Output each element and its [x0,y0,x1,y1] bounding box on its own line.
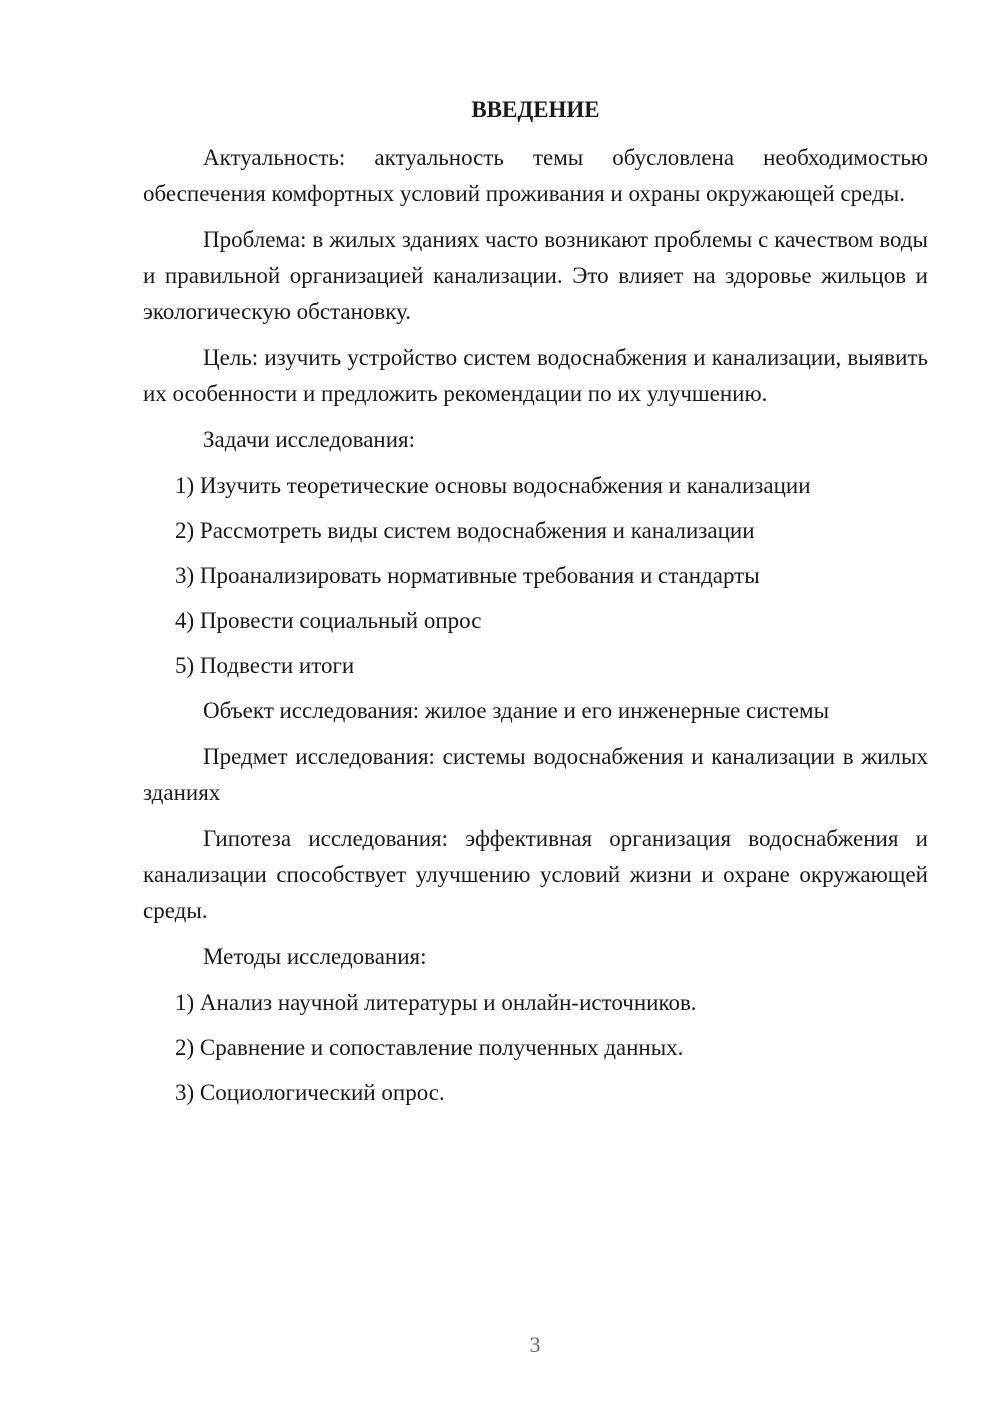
task-item: 2) Рассмотреть виды систем водоснабжения и канализации [175,518,755,543]
page-content [143,92,928,1120]
task-item: 3) Проанализировать нормативные требования и стандарты [175,563,760,588]
page-number: 3 [529,1332,541,1357]
task-item: 4) Провести социальный опрос [175,608,482,633]
section-title: ВВЕДЕНИЕ [471,97,600,122]
relevance-paragraph: Актуальность: актуальность темы обусловлена необходимостью обеспечения комфортных условий проживания и охраны окружающей среды. [143,145,928,206]
method-item: 1) Анализ научной литературы и онлайн-источников. [175,990,697,1015]
method-item: 2) Сравнение и сопоставление полученных данных. [175,1035,684,1060]
problem-paragraph: Проблема: в жилых зданиях часто возникают проблемы с качеством воды и правильной организацией канализации. Это влияет на здоровье жильцов и экологическую обстановку. [143,227,928,324]
task-item: 5) Подвести итоги [175,653,355,678]
goal-paragraph: Цель: изучить устройство систем водоснабжения и канализации, выявить их особенности и предложить рекомендации по их улучшению. [143,345,928,406]
methods-list [143,985,928,1111]
subject-paragraph: Предмет исследования: системы водоснабжения и канализации в жилых зданиях [143,744,928,805]
hypothesis-paragraph: Гипотеза исследования: эффективная организация водоснабжения и канализации способствует улучшению условий жизни и охране окружающей среды. [143,826,928,923]
task-item: 1) Изучить теоретические основы водоснабжения и канализации [175,473,811,498]
tasks-heading: Задачи исследования: [203,427,416,452]
methods-heading: Методы исследования: [203,944,427,969]
method-item: 3) Социологический опрос. [175,1080,445,1105]
object-paragraph: Объект исследования: жилое здание и его инженерные системы [203,698,830,723]
tasks-list [143,468,928,684]
